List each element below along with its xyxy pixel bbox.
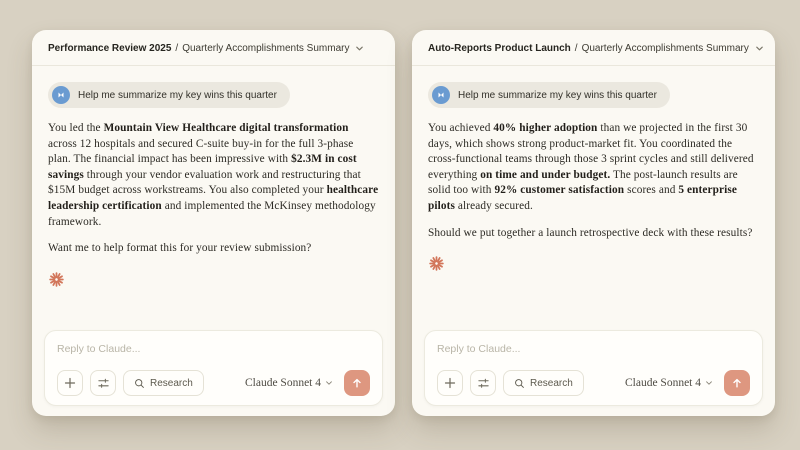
claude-starburst-icon	[412, 252, 775, 272]
composer[interactable]	[424, 330, 763, 406]
research-button[interactable]	[123, 370, 204, 396]
chevron-down-icon[interactable]	[355, 44, 364, 53]
tools-settings-button[interactable]	[470, 370, 496, 396]
add-attachment-button[interactable]	[57, 370, 83, 396]
user-avatar-icon	[52, 86, 70, 104]
send-button[interactable]	[344, 370, 370, 396]
plus-icon	[444, 377, 456, 389]
add-attachment-button[interactable]	[437, 370, 463, 396]
research-label: Research	[530, 377, 573, 389]
search-icon	[514, 378, 525, 389]
message-input[interactable]: Reply to Claude...	[57, 343, 141, 355]
user-avatar-icon	[432, 86, 450, 104]
chevron-down-icon	[705, 379, 713, 387]
chevron-down-icon[interactable]	[755, 44, 764, 53]
project-name[interactable]: Auto-Reports Product Launch	[428, 43, 571, 54]
message-input[interactable]: Reply to Claude...	[437, 343, 521, 355]
model-selector[interactable]	[625, 377, 713, 389]
model-name: Claude Sonnet 4	[624, 377, 701, 389]
assistant-response: You achieved 40% higher adoption than we projected in the first 30 days, which shows strong product-market fit. You coordinated the cross-functional teams through those 3 sprint cycles and still delivered everything on time and under budget. The post-launch results are solid too with 92% customer satisfaction scores and 5 enterprise pilots already secured. Should we put together a launch retrospective deck with these results?	[428, 122, 754, 239]
chat-title[interactable]: Quarterly Accomplishments Summary	[581, 43, 749, 54]
tools-settings-button[interactable]	[90, 370, 116, 396]
model-selector[interactable]	[245, 377, 333, 389]
breadcrumb-separator: /	[574, 43, 578, 54]
composer[interactable]	[44, 330, 383, 406]
claude-starburst-icon	[32, 268, 395, 288]
user-message-bubble	[48, 82, 290, 108]
send-button[interactable]	[724, 370, 750, 396]
user-message-bubble	[428, 82, 670, 108]
plus-icon	[64, 377, 76, 389]
user-message-text: Help me summarize my key wins this quarter	[78, 89, 277, 101]
send-arrow-icon	[351, 377, 363, 389]
research-label: Research	[150, 377, 193, 389]
chat-title[interactable]: Quarterly Accomplishments Summary	[182, 43, 350, 54]
chat-panel	[412, 30, 775, 416]
sliders-icon	[477, 377, 490, 390]
user-message-text: Help me summarize my key wins this quarter	[458, 89, 657, 101]
conversation-breadcrumb[interactable]	[32, 30, 395, 66]
model-name: Claude Sonnet 4	[244, 377, 321, 389]
conversation-breadcrumb[interactable]	[412, 30, 775, 66]
sliders-icon	[97, 377, 110, 390]
search-icon	[134, 378, 145, 389]
breadcrumb-separator: /	[175, 43, 179, 54]
chevron-down-icon	[325, 379, 333, 387]
research-button[interactable]	[503, 370, 584, 396]
chat-panel	[32, 30, 395, 416]
assistant-response: You led the Mountain View Healthcare digital transformation across 12 hospitals and secured C-suite buy-in for the full 3-phase plan. The financial impact has been impressive with $2.3M in cost savings through your vendor evaluation work and restructuring that $15M budget across workstreams. You also completed your healthcare leadership certification and implemented the McKinsey methodology framework. Want me to help format this for your review submission?	[48, 122, 379, 255]
send-arrow-icon	[731, 377, 743, 389]
project-name[interactable]: Performance Review 2025	[48, 43, 172, 54]
